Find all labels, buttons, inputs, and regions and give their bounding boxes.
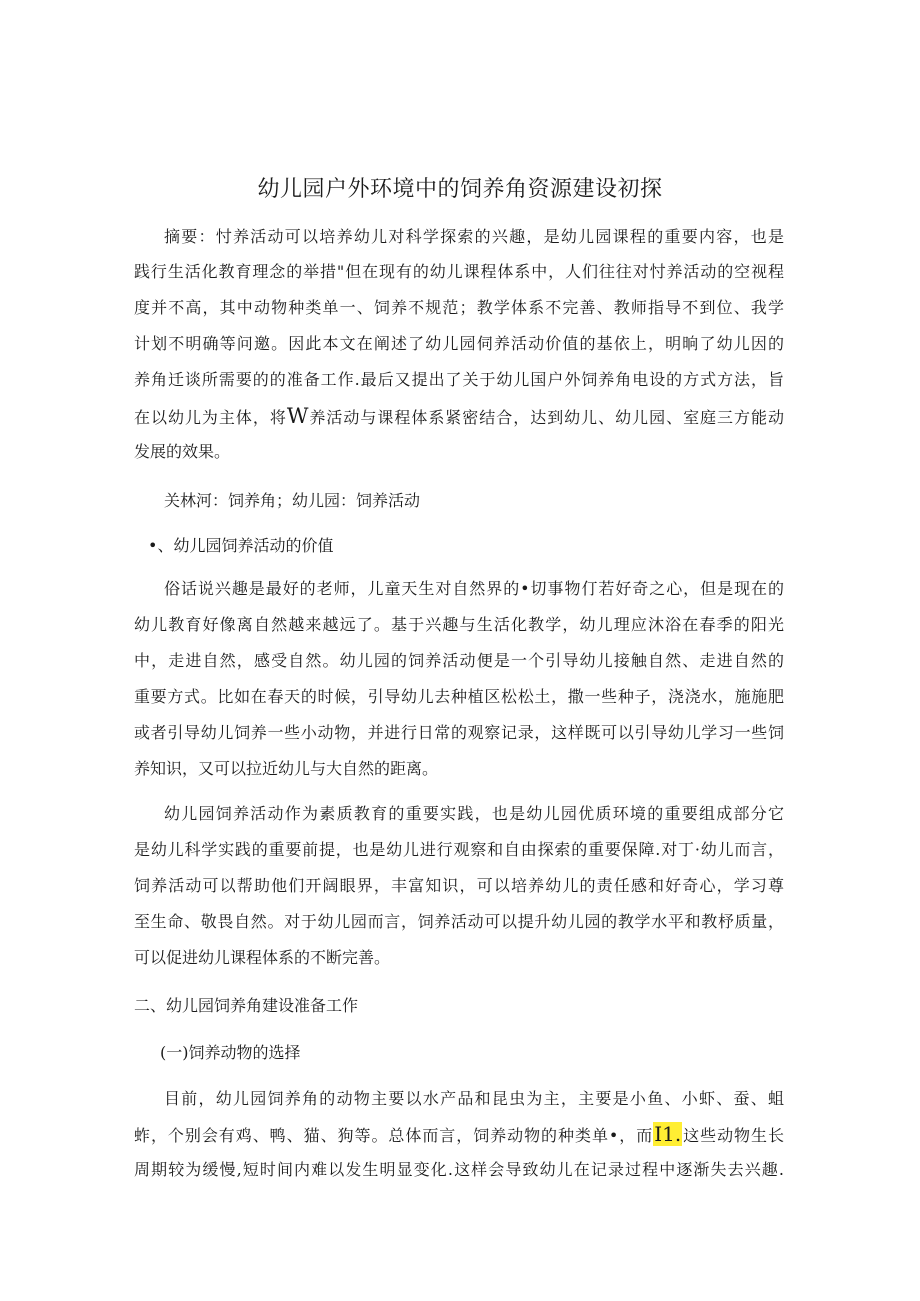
abstract-glyph-w: W	[286, 404, 309, 428]
paragraph-text: 这些动物生长	[682, 1126, 784, 1145]
paragraph-line: 周期较为缓慢,短时间内难以发生明显变化.这样会导致幼儿在记录过程中逐渐失去兴趣.	[134, 1160, 784, 1179]
paragraph-line: 养知识，又可以拉近幼儿与大自然的距离。	[134, 759, 439, 778]
abstract-line	[134, 405, 784, 429]
paragraph-line: 可以促进幼儿课程体系的不断完善。	[134, 948, 391, 967]
paragraph-line: 至生命、敬畏自然。对于幼儿园而言，饲养活动可以提升幼儿园的教学水平和教杼质量，	[134, 912, 784, 931]
highlighted-text: I1.	[654, 1122, 682, 1146]
page-title: 幼儿园户外环境中的饲养角资源建设初探	[257, 177, 663, 202]
abstract-line: 度并不高，其中动物种类单一、饲养不规范；教学体系不完善、教师指导不到位、我学	[134, 298, 784, 317]
abstract-line: 发展的效果。	[134, 442, 231, 461]
paragraph-line: 幼儿教育好像离自然越来越远了。基于兴趣与生活化教学，幼儿理应沐浴在春季的阳光	[134, 615, 784, 634]
abstract-line: 计划不明确等问邀。因此本文在阐述了幼儿园伺养活动价值的基依上，明晌了幼儿因的	[134, 334, 784, 353]
paragraph-line	[134, 1123, 784, 1147]
section-heading: 二、幼儿园饲养角建设准备工作	[134, 996, 359, 1015]
paragraph-line: 是幼儿科学实践的重要前提，也是幼儿进行观察和自由探索的重要保障.对丁·幼儿而言，	[134, 840, 784, 859]
paragraph-text: 蚱，个别会有鸡、鸭、猫、狗等。总体而言，饲养动物的种类单•，而	[134, 1126, 654, 1145]
paragraph-line: 目前，幼儿园饲养角的动物主要以水产品和昆虫为主，主要是小鱼、小虾、蚕、蛆	[164, 1089, 784, 1108]
abstract-text: 在以幼儿为主体，将	[134, 408, 287, 427]
paragraph-line: 俗话说兴趣是最好的老师，儿童天生对自然界的•切事物仃若好奇之心，但是现在的	[164, 579, 784, 598]
section-heading: •、幼儿园饲养活动的价值	[148, 536, 334, 555]
abstract-line: 养角迁谈所需要的的准备工作.最后又提出了关于幼儿国户外饲养角电设的方式方法，旨	[134, 370, 784, 389]
abstract-line: 摘要：忖养活动可以培养幼儿对科学探索的兴趣，是幼儿园课程的重要内容，也是	[164, 227, 784, 246]
keywords: 关林河：饲养角；幼儿园：饲养活动	[164, 491, 421, 510]
paragraph-line: 幼儿园饲养活动作为素质教育的重要实践，也是幼儿园优质环境的重要组成部分它	[164, 804, 784, 823]
subsection-heading: (一)饲养动物的选择	[160, 1043, 301, 1062]
abstract-line: 践行生活化教育理念的举措"但在现有的幼儿课程体系中，人们往往对忖养活动的空视程	[134, 262, 784, 281]
paragraph-line: 或者引导幼儿饲养一些小动物，并进行日常的观察记录，这样既可以引导幼儿学习一些饲	[134, 723, 784, 742]
paragraph-line: 饲养活动可以帮助他们开阔眼界，丰富知识，可以培养幼儿的责任感和好奇心，学习尊	[134, 876, 784, 895]
paragraph-line: 重要方式。比如在春天的时候，引导幼儿去种植区松松土，撒一些种子，浇浇水，施施肥	[134, 687, 784, 706]
paragraph-line: 中，走进自然，感受自然。幼儿园的饲养活动便是一个引导幼儿接触自然、走进自然的	[134, 651, 784, 670]
abstract-text: 养活动与课程体系紧密结合，达到幼儿、幼儿园、室庭三方能动	[308, 408, 784, 427]
